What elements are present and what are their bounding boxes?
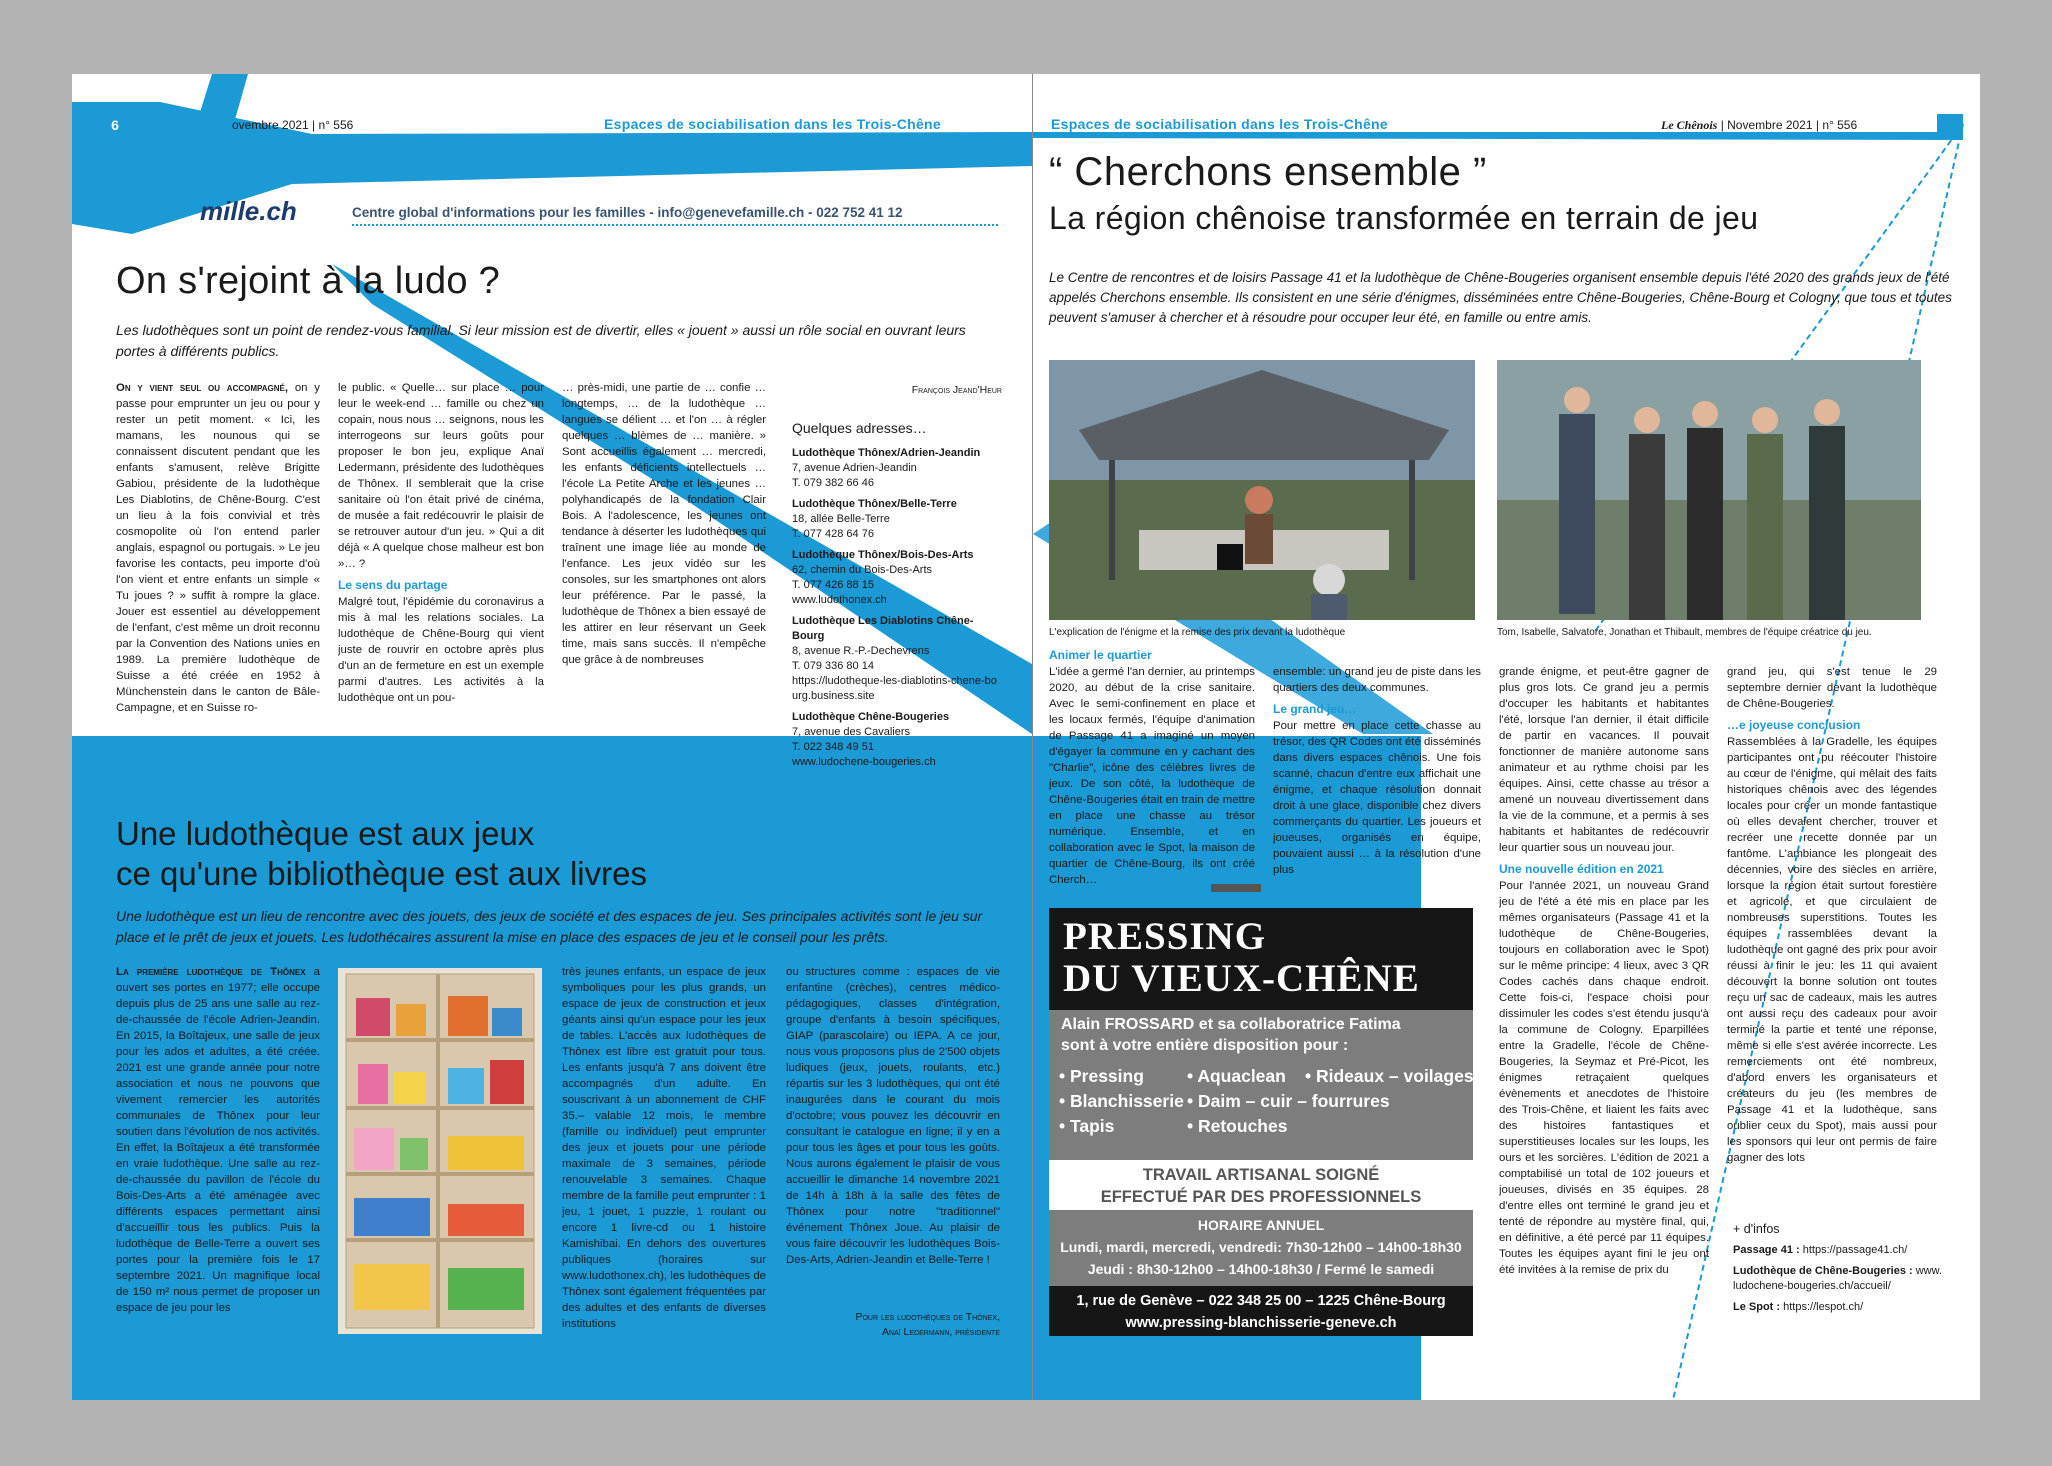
article3-col1-subhead: Animer le quartier (1049, 648, 1152, 662)
info-item (1733, 1300, 1943, 1315)
ad-services-list (1059, 1064, 1474, 1139)
article3-col3-text-b: Pour l'année 2021, un nouveau Grand jeu de l'été a été mis en place par les mêmes organisateurs (Passage 41 et la ludothèque de Chêne-Bougeries, toujours en collaboration avec le Spot) sur le même principe: 4 lieux, avec 3 QR Codes cachés dans chaque endroit. Cette fois-ci, l'espace choisi pour dissimuler les codes s'est étendu jusqu'à la commune de Cologny. Eparpillées entre la Gradelle, l'école de Chêne-Bougeries, la Seymaz et Pré-Picot, les énigmes retraçaient quelques évènements et anecdotes de l'histoire des Trois-Chêne, et liaient les faits avec des histoires fantastiques et superstitieuses locales sur les loups, les ours et les sorcières. L'édition de 2021 a comptabilisé un total de 102 joueurs et joueuses, divisés en 35 équipes. 28 d'entre elles ont terminé le grand jeu et tenté de répondre au mystère final, qui, en définitive, a été percé par 11 équipes. Toutes les équipes ayant fini le jeu ont été invitées à la remise de prix du (1499, 880, 1709, 1276)
article3-subtitle: La région chênoise transformée en terrain de jeu (1049, 200, 1759, 236)
article2-title (116, 814, 647, 894)
banner-dotted-rule (352, 224, 998, 226)
article3-col2-subhead: Le grand jeu… (1273, 702, 1357, 716)
article3-col1 (1049, 642, 1255, 948)
article3-col3-text-a: grande énigme, et peut-être gagner de plus gros lots. Ce grand jeu a permis d'occuper les habitants et habitantes l'été, lorsque l'an dernier, il était difficile de partir en vacances. Il pouvait fonctionner de manière autonome sans animateur et au rythme choisi par les équipes. Ainsi, cette chasse au trésor a amené un nouveau divertissement dans la vie de la commune, et a permis à ses habitants et habitantes de redécouvrir leur quartier sous un nouveau jour. (1499, 666, 1709, 854)
info-label: Le Spot : (1733, 1301, 1784, 1313)
article2-col3-text: très jeunes enfants, un espace de jeux symboliques pour les plus grands, un espace de jeux de construction et jeux géants ainsi qu'un espace pour les jeux de tables. L'accès aux ludothèques de Thônex est libre est gratuit pour tous. Les enfants jusqu'à 7 ans doivent être accompagnés d'un adulte. En souscrivant à un abonnement de CHF 35.– valable 12 mois, le membre (famille ou individuel) peut emprunter des jeux et jouets pour une période maximale de 3 semaines, période renouvelable 3 semaines. Chaque membre de la famille peut emprunter : 1 jeu, 1 jouet, 1 puzzle, 1 roulant ou encore 1 livre-cd ou 1 histoire Kamishibai. En dehors des ouvertures publiques (horaires sur www.ludothonex.ch), les ludothèques de Thônex sont également fréquentées par des adultes et des enfants de diverses institutions (562, 966, 766, 1330)
info-box (1733, 1222, 1943, 1321)
address-line: T. 077 428 64 76 (792, 528, 874, 540)
ad-service-item: • Blanchisserie (1059, 1091, 1184, 1111)
ad-services-row (1059, 1114, 1469, 1139)
signature-line1: Pour les ludothèques de Thônex, (855, 1311, 1000, 1323)
issue-date: Novembre 2021 (1727, 118, 1813, 132)
info-label: Passage 41 : (1733, 1244, 1803, 1256)
left-page (72, 74, 1032, 1400)
ad-service-item: • Pressing (1059, 1066, 1144, 1086)
article1-col2 (338, 380, 544, 736)
article2-lead: Une ludothèque est un lieu de rencontre avec des jouets, des jeux de société et des espaces de jeu. Ses principales activités sont le jeu sur place et le prêt de jeux et jouets. Les ludothécaires assurent la mise en place des espaces de jeu et le conseil pour les prêts. (116, 908, 983, 945)
ad-service-item: • Tapis (1059, 1116, 1115, 1136)
address-line: T. 022 348 49 51 (792, 741, 874, 753)
ad-address: 1, rue de Genève – 022 348 25 00 – 1225 Chêne-Bourg (1076, 1293, 1446, 1309)
article2-col1 (116, 964, 320, 1394)
pressing-ad (1049, 908, 1473, 1336)
address-name: Ludothèque Thônex/Bois-Des-Arts (792, 549, 974, 561)
info-link[interactable]: https://passage41.ch/ (1802, 1244, 1908, 1256)
address-line: 7, avenue des Cavaliers (792, 726, 911, 738)
address-line: 8, avenue R.-P.-Dechevrens (792, 645, 930, 657)
article1-author: François Jeand'Heur (911, 384, 1002, 396)
article2-title-line1: Une ludothèque est aux jeux (116, 815, 535, 852)
article2-col4-text: ou structures comme : espaces de vie enfantine (crèches), centres médico-pédagogiques, classes d'intégration, groupe d'enfants à besoin spécifiques, GIAP (parascolaire) ou IEPA. A ce jour, nous vous proposons plus de 2'500 objets ludiques (jeux, jouets, roulants, etc.) répartis sur les 3 ludothèques, qui ont été inaugurées dans le courant du mois d'octobre; vous pouvez les découvrir en consultant le catalogue en ligne; il y en a pour tous les âges et pour tous les goûts. Nous aurons également le plaisir de vous accueillir le dimanche 14 novembre 2021 de 14h à 18h à la salle des fêtes de Thônex pour notre "traditionnel" événement Thônex Joue. Au plaisir de vous faire découvrir les ludothèques Bois-Des-Arts, Adrien-Jeandin et Belle-Terre ! (786, 966, 1000, 1266)
publication-name: Le Chênois (1661, 118, 1718, 132)
ad-quality-line1: TRAVAIL ARTISANAL SOIGNÉ (1142, 1166, 1380, 1184)
ad-intro (1061, 1014, 1401, 1056)
ad-title-line1: PRESSING (1063, 915, 1267, 958)
address-item (792, 497, 1002, 542)
address-line: T. 079 382 66 46 (792, 477, 874, 489)
article3-col1-text: L'idée a germé l'an dernier, au printemps 2020, au début de la crise sanitaire. Avec le semi-confinement en place et les locaux fermés, l'équipe d'animation de Passage 41 a imaginé un moyen d'égayer la commune en y cachant des "Charlie", icône des célèbres livres de jeux. De son côté, la ludothèque de Chêne-Bougeries était en train de mettre en place une chasse au trésor numérique. Ensemble, et en collaboration avec le Spot, la maison de quartier de Chêne-Bourg, ils ont créé Cherch… (1049, 666, 1255, 886)
ad-hours-line2: Jeudi : 8h30-12h00 – 14h00-18h30 / Fermé le samedi (1087, 1261, 1435, 1277)
article1-col1 (116, 380, 320, 736)
article3-col3 (1499, 664, 1709, 1394)
ad-services-row (1059, 1064, 1474, 1089)
article1-col3 (562, 380, 766, 736)
ad-service-item: • Aquaclean (1187, 1066, 1286, 1086)
page-corner-square (1937, 114, 1963, 138)
caption-photo2: Tom, Isabelle, Salvatore, Jonathan et Thibault, membres de l'équipe créatrice du jeu. (1497, 627, 1872, 638)
toy-shelf-photo (338, 968, 542, 1334)
ad-services-row (1059, 1089, 1469, 1114)
ad-service-item (1305, 1114, 1469, 1139)
article3-col3-subhead: Une nouvelle édition en 2021 (1499, 862, 1664, 876)
photo-team-members (1497, 360, 1921, 620)
toy-shelf-illustration (338, 968, 542, 1334)
ad-service-item: • Daim – cuir – fourrures (1187, 1091, 1390, 1111)
photo-prize-ceremony (1049, 360, 1475, 620)
article1-col1-text: on y passe pour emprunter un jeu ou pour y rester un petit moment. « Ici, les mamans, les nounous qui se connaissent discutent pendant que les enfants s'amusent, relève Brigitte Gabiou, présidente de la ludothèque Les Diablotins, de Chêne-Bourg. C'est un lieu à la fois convivial et très cosmopolite où l'on entend parler anglais, espagnol ou portugais. » Le jeu favorise les contacts, peu importe d'où l'on vient et entre enfants un simple « Tu joues ? » suffit à rompre la glace. Jouer est essentiel au développement de l'enfant, c'est même un droit reconnu par la Convention des Nations unies en 1989. La première ludothèque de Suisse a été créée en 1952 à Münchenstein dans le canton de Bâle-Campagne, et en Suisse ro- (116, 382, 320, 714)
article3-col4-text-a: grand jeu, qui s'est tenue le 29 septembre dernier devant la ludothèque de Chêne-Bougeries. (1727, 666, 1937, 710)
ad-service-item (1305, 1089, 1469, 1114)
article2-col3 (562, 964, 766, 1394)
page-number: 6 (100, 114, 130, 136)
info-link[interactable]: https://lespot.ch/ (1783, 1301, 1864, 1313)
info-item (1733, 1264, 1943, 1294)
address-line: 18, allée Belle-Terre (792, 513, 890, 525)
article1-col2-text-b: Malgré tout, l'épidémie du coronavirus a mis à mal les relations sociales. La ludothèque de Chêne-Bourg qui vient juste de rouvrir en octobre après plus d'un an de fermeture en est un exemple parmi d'autres. Les activités à la ludothèque ont un pou- (338, 596, 544, 704)
caption-photo1: L'explication de l'énigme et la remise des prix devant la ludothèque (1049, 627, 1346, 638)
address-line: 7, avenue Adrien-Jeandin (792, 462, 917, 474)
right-header-rule (1033, 132, 1963, 140)
address-item (792, 548, 1002, 608)
issue-number: n° 556 (1822, 118, 1858, 132)
article3-col4-text-b: Rassemblées à la Gradelle, les équipes participantes ont pu réécouter l'histoire au cœur de l'énigme, qui mêlait des faits historiques chênois avec des légendes locales pour créer un monde fantastique où elles devaient chercher, trouver et recréer une recette donnée par un fantôme. L'ambiance les plongeait des décennies, voire des siècles en arrière, lorsque la région était surtout forestière et agricole, et que circulaient de nombreuses superstitions. Toutes les équipes rassemblées devant la ludothèque ont gagné des prix pour avoir réussi à finir le jeu: les 11 qui avaient découvert la bonne solution ont toutes reçu un sac de cadeaux, mais les autres ont aussi reçu des cadeaux pour avoir terminé la partie et tenté une réponse, même si elle s'est avérée incorrecte. Les remerciements ont été nombreux, d'abord envers les organisateurs et créateurs du jeu (les membres de Passage 41 et la ludothèque, sans oublier ceux du Spot), mais aussi pour les sponsors qui leur ont permis de faire gagner des lots (1727, 736, 1937, 1164)
address-item (792, 446, 1002, 491)
info-title: + d'infos (1733, 1222, 1780, 1236)
signature-line2: Anaï Ledermann, présidente (881, 1326, 1000, 1338)
article2-signature (786, 1310, 1000, 1340)
ad-quality-line2: EFFECTUÉ PAR DES PROFESSIONNELS (1100, 1188, 1422, 1206)
address-item (792, 614, 1002, 704)
article1-lead: Les ludothèques sont un point de rendez-vous familial. Si leur mission est de divertir, elles « jouent » aussi un rôle social en ouvrant leurs portes à différents publics. (116, 322, 966, 359)
right-header-info: Le Chênois | Novembre 2021 | n° 556 (1661, 118, 1858, 132)
article3-lead: Le Centre de rencontres et de loisirs Passage 41 et la ludothèque de Chêne-Bougeries organisent ensemble depuis l'été 2020 des grands jeux de l'été appelés Cherchons ensemble. Ils consistent en une série d'énigmes, disséminées entre Chêne-Bougeries, Chêne-Bourg et Cologny, que tous et toutes peuvent s'amuser à chercher et à résoudre pour occuper leur été, en famille ou entre amis. (1049, 270, 1952, 325)
address-item (792, 710, 1002, 770)
ad-contact (1049, 1290, 1473, 1334)
addresses-title: Quelques adresses… (792, 420, 927, 436)
address-name: Ludothèque Thônex/Adrien-Jeandin (792, 447, 981, 459)
ad-website[interactable]: www.pressing-blanchisserie-geneve.ch (1125, 1315, 1397, 1331)
left-header-date: ovembre 2021 | n° 556 (232, 118, 354, 132)
ad-title (1063, 916, 1420, 1000)
article3-col2 (1273, 664, 1481, 948)
ad-services-panel (1049, 1010, 1473, 1160)
article1-col2-subhead: Le sens du partage (338, 578, 448, 592)
ad-hours (1049, 1210, 1473, 1286)
ad-title-line2: DU VIEUX-CHÊNE (1063, 957, 1420, 1000)
ad-hours-title: HORAIRE ANNUEL (1197, 1217, 1325, 1233)
article1-col1-start: On y vient seul ou accompagné, (116, 382, 289, 394)
address-name: Ludothèque Chêne-Bougeries (792, 711, 950, 723)
ad-service-item: • Retouches (1187, 1116, 1288, 1136)
magazine-spread (72, 74, 1980, 1400)
article1-col3-text: … près-midi, une partie de … confie … longtemps, … de la ludothèque … langues se délient … et l'on … à régler quelques … blèmes de … manière. » Sont accueillis également … mercredi, les enfants déficients intellectuels … l'école La Petite Arche et les jeunes … polyhandicapés de la fondation Clair Bois. A l'adolescence, les jeunes ont tendance à déserter les ludothèques qui traînent une image liée au monde de l'enfance. Les jeux vidéo sur les consoles, sur les smartphones ont alors leur préférence. Par le passé, la ludothèque de Thônex a bien essayé de les attirer en leur réservant un Geek time, mais sans succès. Il n'empêche que grâce à de nombreuses (562, 382, 766, 666)
address-line[interactable]: www.ludochene-bougeries.ch (792, 756, 936, 768)
ad-quality (1049, 1160, 1473, 1210)
right-header-section: Espaces de sociabilisation dans les Trois-Chêne (1051, 116, 1388, 132)
info-label: Ludothèque de Chêne-Bougeries : (1733, 1265, 1916, 1277)
article3-col2-text-b: Pour mettre en place cette chasse au trésor, des QR Codes ont été disséminés dans divers espaces chênois. Une fois scanné, chacun d'entre eux affichait une énigme, et chaque résolution donnait droit à une glace, disponible chez divers commerçants du quartier. Les joueurs et joueuses, organisés en équipe, pouvaient aussi … à la résolution d'une plus (1273, 720, 1481, 876)
address-line[interactable]: https://ludotheque-les-diablotins-chene-bourg.business.site (792, 675, 997, 702)
article3-col4-subhead: …e joyeuse conclusion (1727, 718, 1861, 732)
address-name: Ludothèque Les Diablotins Chêne-Bourg (792, 615, 974, 642)
article1-col2-text-a: le public. « Quelle… sur place … pour leur le week-end … famille ou chez un copain, nous nous … seignons, nous les interrogeons sur leurs goûts pour proposer le bon jeu, explique Anaï Ledermann, présidente des ludothèques de Thônex. Il semblerait que la crise sanitaire où l'on était privé de cinéma, de musée a fait redécouvrir le plaisir de se retrouver autour d'un jeu. » Qui a dit déjà « A quelque chose malheur est bon »… ? (338, 382, 544, 570)
ad-hours-line1: Lundi, mardi, mercredi, vendredi: 7h30-12h00 – 14h00-18h30 (1060, 1239, 1462, 1255)
ad-intro-line2: sont à votre entière disposition pour : (1061, 1037, 1349, 1054)
article2-title-line2: ce qu'une bibliothèque est aux livres (116, 855, 647, 892)
article2-col1-text: a ouvert ses portes en 1977; elle occupe depuis plus de 25 ans une salle au rez-de-chaussée de l'école Adrien-Jeandin. En 2015, la Boîtajeux, une salle de jeux pour les ados et adultes, a été créée. 2021 est une grande année pour notre association et nous ne pouvons que vivement remercier les autorités communales de Thônex pour leur soutien dans l'évolution de nos activités. En effet, la Boîtajeux a été transformée en vraie ludothèque. Une salle au rez-de-chaussée du pavillon de l'école du Bois-Des-Arts a été aménagée avec différents espaces permettant ainsi d'accueillir tous les publics. Puis la ludothèque de Belle-Terre a ouvert ses portes pour la première fois le 17 septembre 2021. Un magnifique local de 150 m² nous permet de proposer un espace de jeu pour les (116, 966, 320, 1314)
info-item (1733, 1243, 1943, 1258)
info-list (1733, 1243, 1943, 1315)
article2-col4 (786, 964, 1000, 1314)
article1-title: On s'rejoint à la ludo ? (116, 260, 501, 302)
banner-logo: mille.ch (200, 196, 297, 226)
team-illustration (1497, 360, 1921, 620)
ad-intro-line1: Alain FROSSARD et sa collaboratrice Fatima (1061, 1016, 1401, 1033)
article3-col4 (1727, 664, 1937, 1284)
article3-title: “ Cherchons ensemble ” (1049, 150, 1487, 194)
address-name: Ludothèque Thônex/Belle-Terre (792, 498, 957, 510)
article2-col1-start: La première ludothèque de Thônex (116, 966, 306, 978)
address-line: T. 079 336 80 14 (792, 660, 874, 672)
left-header-section: Espaces de sociabilisation dans les Trois-Chêne (604, 116, 941, 132)
ad-tab-marker (1211, 884, 1261, 892)
address-line: T. 077 426 88 15 (792, 579, 874, 591)
address-line: 62, chemin du Bois-Des-Arts (792, 564, 932, 576)
address-line[interactable]: www.ludothonex.ch (792, 594, 887, 606)
article3-col2-text-a: ensemble: un grand jeu de piste dans les quartiers des deux communes. (1273, 666, 1481, 694)
tent-illustration (1049, 360, 1475, 620)
ad-service-item: • Rideaux – voilages (1305, 1066, 1474, 1086)
banner-text: Centre global d'informations pour les familles - info@genevefamille.ch - 022 752 41 12 (352, 205, 903, 220)
right-page (1033, 74, 1980, 1400)
addresses-list (792, 446, 1002, 776)
info-link[interactable]: www.ludochene-bougeries.ch/accueil/ (1733, 1265, 1943, 1292)
